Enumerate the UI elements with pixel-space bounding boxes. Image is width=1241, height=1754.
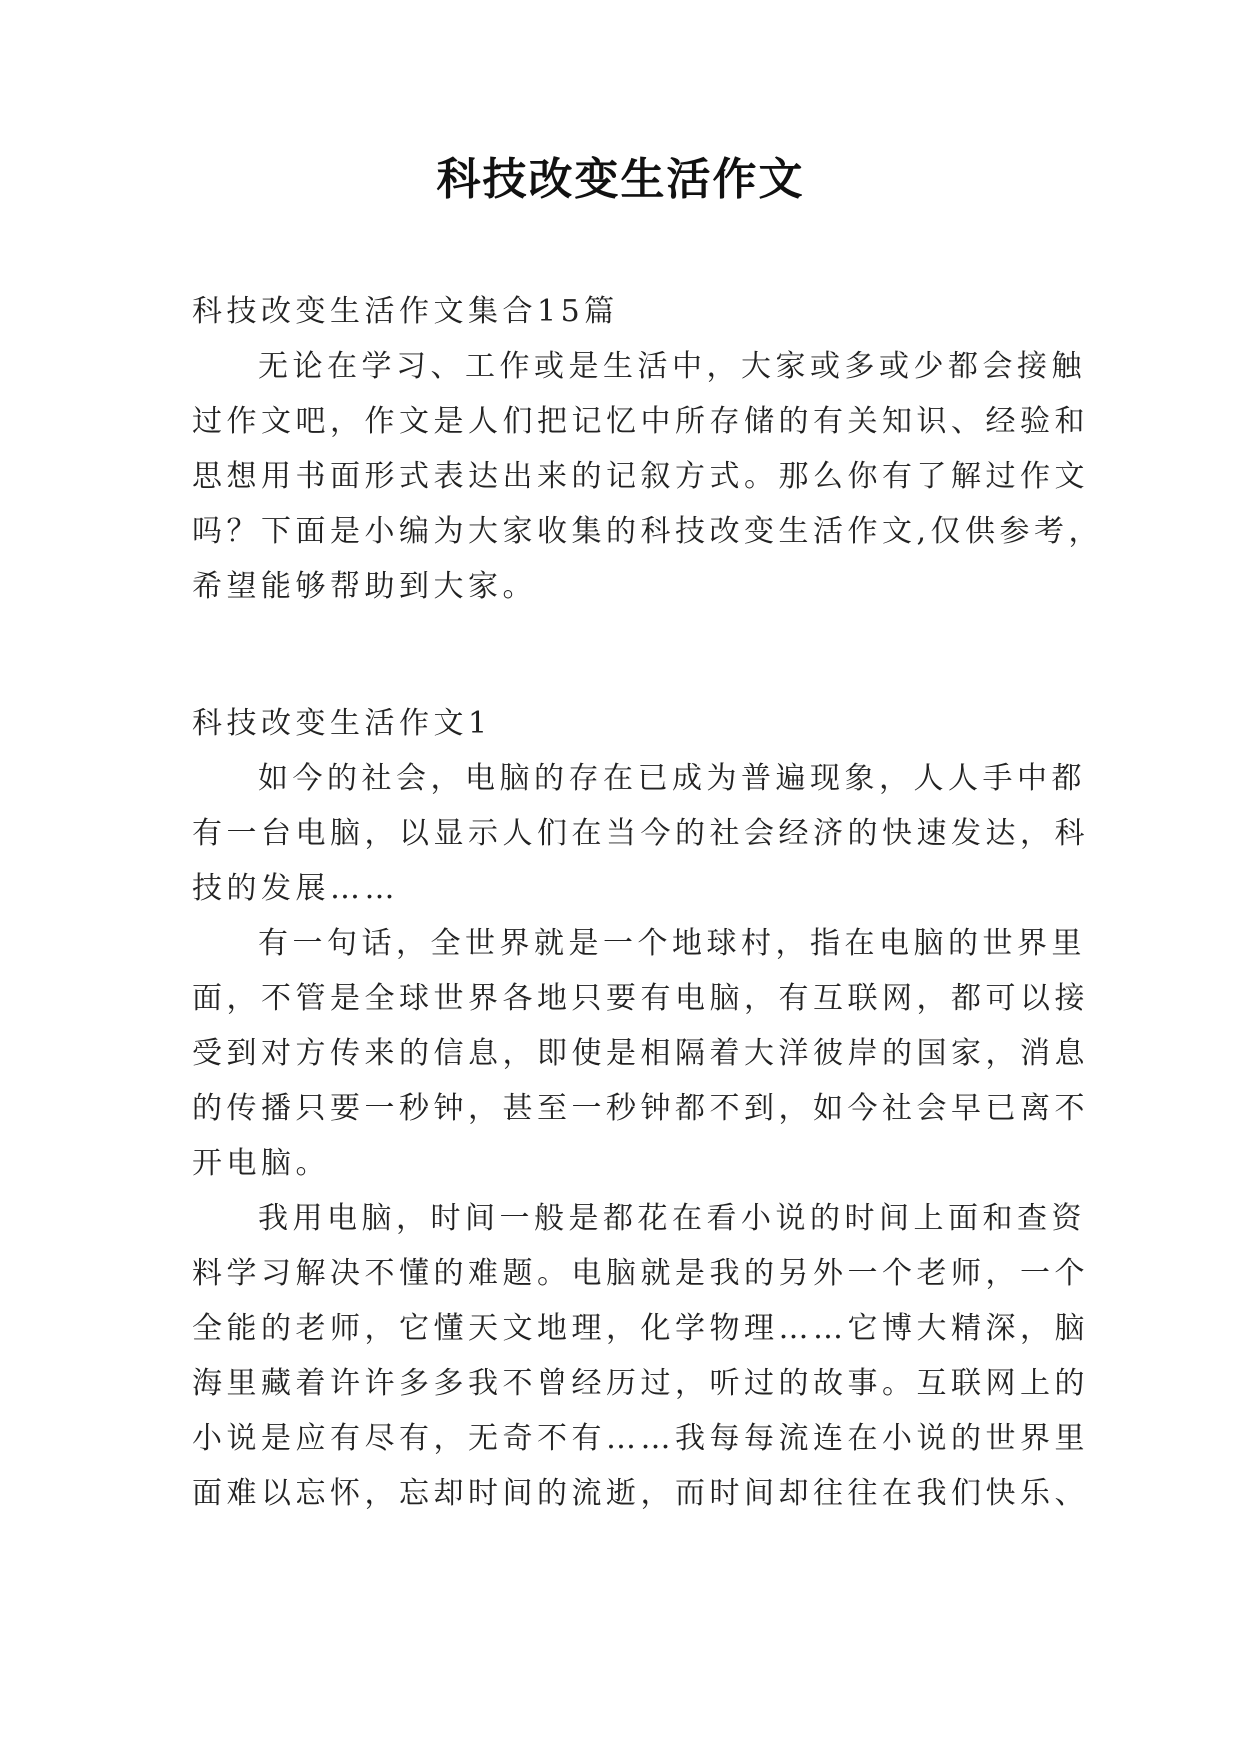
document-title: 科技改变生活作文	[436, 154, 805, 205]
essay-paragraph-line: 开电脑。	[192, 1146, 330, 1181]
essay-paragraph-line: 海里藏着许许多多我不曾经历过，听过的故事。互联网上的	[192, 1366, 1089, 1401]
essay-paragraph-line: 如今的社会，电脑的存在已成为普遍现象，人人手中都	[258, 761, 1086, 796]
section-spacer	[192, 614, 1064, 696]
essay-paragraph-line: 全能的老师，它懂天文地理，化学物理……它博大精深，脑	[192, 1311, 1089, 1346]
essay-paragraph-line: 面难以忘怀，忘却时间的流逝，而时间却往往在我们快乐、	[192, 1476, 1089, 1511]
intro-paragraph-line: 无论在学习、工作或是生活中，大家或多或少都会接触	[258, 349, 1086, 384]
intro-paragraph-line: 希望能够帮助到大家。	[192, 569, 537, 604]
essay-paragraph-line: 有一台电脑，以显示人们在当今的社会经济的快速发达，科	[192, 816, 1089, 851]
essay-paragraph-line: 受到对方传来的信息，即使是相隔着大洋彼岸的国家，消息	[192, 1036, 1089, 1071]
essay-paragraph-line: 有一句话，全世界就是一个地球村，指在电脑的世界里	[258, 926, 1086, 961]
essay-paragraph-line: 小说是应有尽有，无奇不有……我每每流连在小说的世界里	[192, 1421, 1089, 1456]
essay-paragraph-line: 的传播只要一秒钟，甚至一秒钟都不到，如今社会早已离不	[192, 1091, 1089, 1126]
intro-paragraph-line: 思想用书面形式表达出来的记叙方式。那么你有了解过作文	[192, 459, 1089, 494]
essay-paragraph-line: 我用电脑，时间一般是都花在看小说的时间上面和查资	[258, 1201, 1086, 1236]
intro-paragraph-line: 过作文吧，作文是人们把记忆中所存储的有关知识、经验和	[192, 404, 1089, 439]
essay-1-heading: 科技改变生活作文1	[192, 706, 492, 741]
intro-paragraph-line: 吗？下面是小编为大家收集的科技改变生活作文,仅供参考，	[192, 514, 1104, 549]
document-body	[192, 284, 1104, 1521]
collection-heading: 科技改变生活作文集合15篇	[192, 294, 619, 329]
essay-paragraph-line: 料学习解决不懂的难题。电脑就是我的另外一个老师，一个	[192, 1256, 1089, 1291]
essay-paragraph-line: 技的发展……	[192, 871, 399, 906]
essay-paragraph-line: 面，不管是全球世界各地只要有电脑，有互联网，都可以接	[192, 981, 1089, 1016]
